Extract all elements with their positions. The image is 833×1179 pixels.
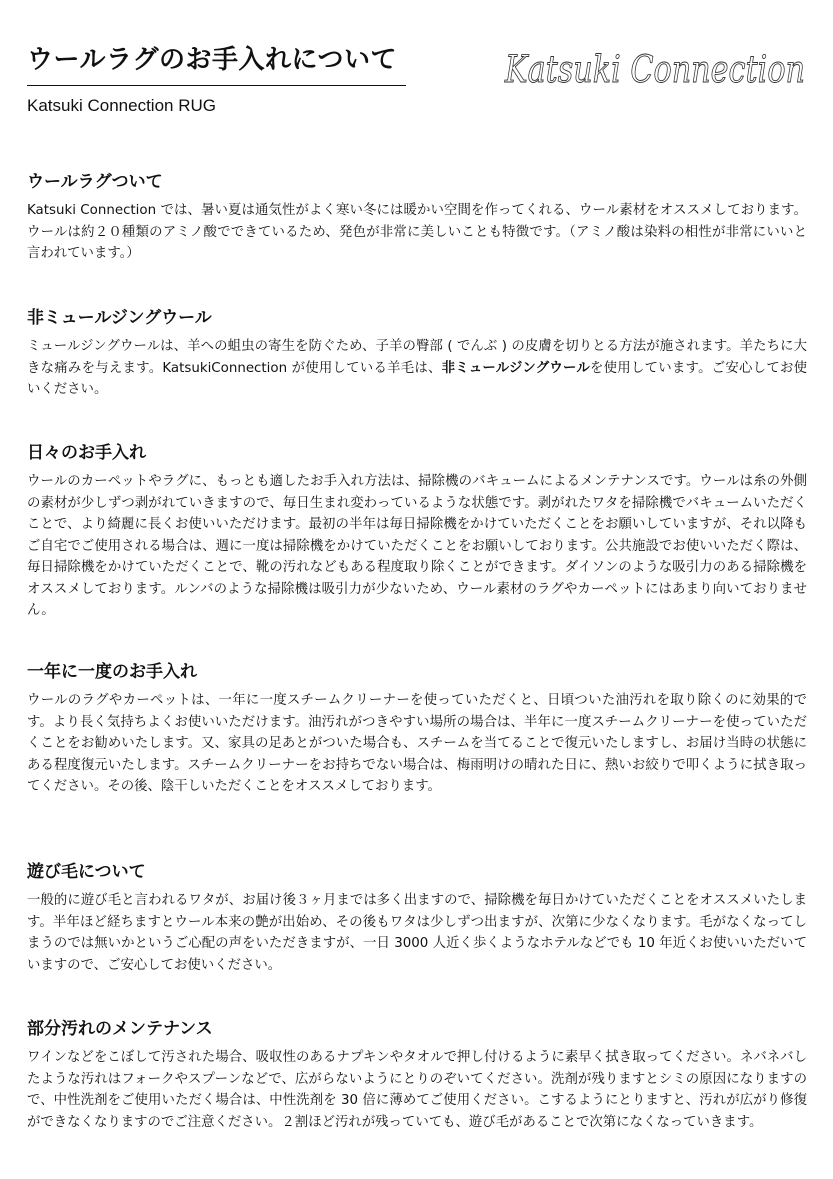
section-body: ワインなどをこぼして汚された場合、吸収性のあるナプキンやタオルで押し付けるように素早く拭き取ってください。ネバネバしたような汚れはフォークやスプーンなどで、広がらないようにとりのぞいてください。洗剤が残りますとシミの原因になりますので、中性洗剤をご使用いただく場合は、中性洗剤を 30 倍に薄めてご使用ください。こするようにとりますと、汚れが広がり修復ができなくなりますのでご注意ください。２割ほど汚れが残っていても、遊び毛があることで次第になくなっていきます。: [27, 1050, 807, 1130]
section-yearly-care: [27, 660, 807, 798]
section-non-mulesing-wool: [27, 306, 807, 401]
page-subtitle: Katsuki Connection RUG: [27, 96, 216, 115]
section-body: [27, 336, 807, 401]
section-body: 一般的に遊び毛と言われるワタが、お届け後３ヶ月までは多く出ますので、掃除機を毎日かけていただくことをオススメいたします。半年ほど経ちますとウール本来の艶が出始め、その後もワタは少しずつ出ますが、次第に少なくなります。毛がなくなってしまうのでは無いかというご心配の声をいただきますが、一日 3000 人近く歩くようなホテルなどでも 10 年近くお使いいただいていますので、ご安心してお使いください。: [27, 893, 807, 973]
section-heading: 遊び毛について: [27, 862, 146, 882]
section-body: ウールのラグやカーペットは、一年に一度スチームクリーナーを使っていただくと、日頃ついた油汚れを取り除くのに効果的です。より長く気持ちよくお使いいただけます。油汚れがつきやすい場所の場合は、半年に一度スチームクリーナーを使っていただくことをお勧めいたします。又、家具の足あとがついた場合も、スチームを当てることで復元いたしますし、お届け当時の状態にある程度復元いたします。スチームクリーナーをお持ちでない場合は、梅雨明けの晴れた日に、熱いお絞りで叩くように拭き取ってください。その後、陰干しいただくことをオススメしております。: [27, 693, 807, 794]
section-body-text: ミュールジングウールは、羊への蛆虫の寄生を防ぐため、子羊の臀部 ( でんぶ ) の皮膚を切りとる方法が施されます。羊たちに大きな痛みを与えます。KatsukiConnection が使用している羊毛は、: [27, 339, 807, 376]
section-heading: 部分汚れのメンテナンス: [27, 1019, 213, 1039]
section-heading: ウールラグついて: [27, 172, 163, 192]
section-body-text: を使用しています。ご安心してお使いください。: [27, 360, 807, 397]
section-body-highlight: 非ミュールジングウール: [441, 360, 591, 376]
section-body: ウールのカーペットやラグに、もっとも適したお手入れ方法は、掃除機のバキュームによるメンテナンスです。ウールは糸の外側の素材が少しずつ剥がれていきますので、毎日生まれ変わっているような状態です。剥がれたワタを掃除機でバキュームいただくことで、より綺麗に長くお使いいただけます。最初の半年は毎日掃除機をかけていただくことをお願いしていますが、それ以降もご自宅でご使用される場合は、週に一度は掃除機をかけていただくことをお願いしております。公共施設でお使いいただく際は、毎日掃除機をかけていただくことで、靴の汚れなどもある程度取り除くことができます。ダイソンのような吸引力のある掃除機をオススメしております。ルンバのような掃除機は吸引力が少ないため、ウール素材のラグやカーペットにはあまり向いておりません。: [27, 474, 807, 618]
section-spot-stains: [27, 1017, 807, 1133]
section-heading: 日々のお手入れ: [27, 443, 146, 463]
section-about-wool-rug: [27, 170, 807, 265]
section-heading: 一年に一度のお手入れ: [27, 662, 197, 682]
section-body: Katsuki Connection では、暑い夏は通気性がよく寒い冬には暖かい空間を作ってくれる、ウール素材をオススメしております。ウールは約２０種類のアミノ酸でできているため、発色が非常に美しいことも特徴です。（アミノ酸は染料の相性が非常にいいと言われています。）: [27, 203, 807, 261]
brand-logo: [503, 40, 808, 102]
brand-logo-text: Katsuki Connection: [504, 48, 805, 91]
section-daily-care: [27, 441, 807, 622]
section-loose-fibers: [27, 860, 807, 976]
section-heading: 非ミュールジングウール: [27, 308, 212, 328]
page-title: ウールラグのお手入れについて: [27, 45, 397, 75]
title-underline: [27, 85, 406, 86]
